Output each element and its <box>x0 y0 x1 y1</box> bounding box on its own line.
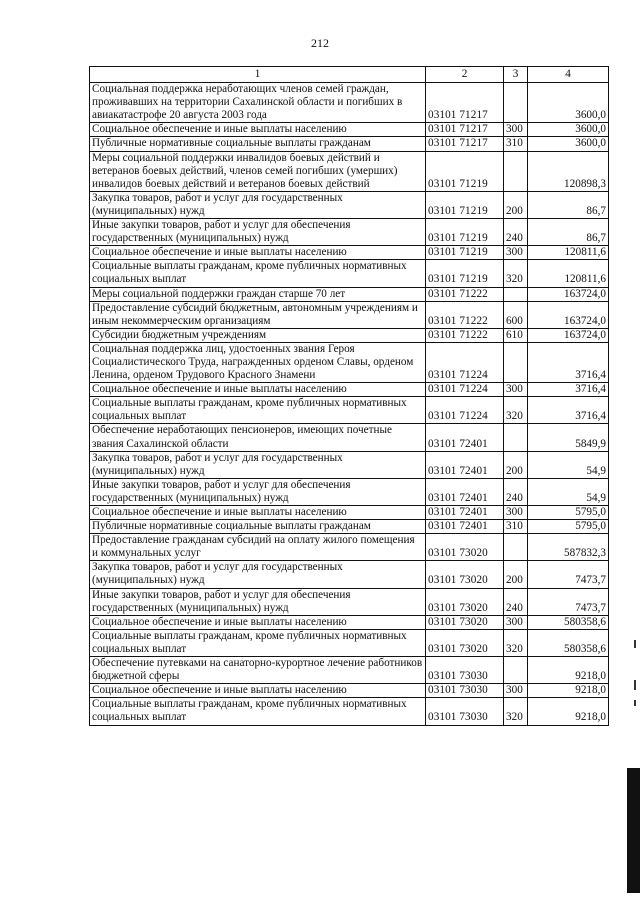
cell-type: 300 <box>504 684 528 698</box>
cell-code: 03101 71219 <box>426 246 504 260</box>
cell-name: Социальное обеспечение и иные выплаты населению <box>90 383 426 397</box>
cell-code: 03101 72401 <box>426 478 504 505</box>
cell-name: Обеспечение путевками на санаторно-курортное лечение работников бюджетной сферы <box>90 657 426 684</box>
cell-name: Субсидии бюджетным учреждениям <box>90 328 426 342</box>
table-row <box>90 520 609 534</box>
table-row <box>90 342 609 382</box>
cell-type: 600 <box>504 301 528 328</box>
cell-type: 320 <box>504 629 528 656</box>
cell-sum: 9218,0 <box>528 657 609 684</box>
cell-type <box>504 287 528 301</box>
table-row <box>90 451 609 478</box>
cell-type: 320 <box>504 698 528 725</box>
table-row <box>90 191 609 218</box>
cell-code: 03101 71224 <box>426 397 504 424</box>
cell-sum: 3600,0 <box>528 137 609 151</box>
cell-type: 240 <box>504 219 528 246</box>
table-row <box>90 219 609 246</box>
cell-name: Иные закупки товаров, работ и услуг для обеспечения государственных (муниципальных) нужд <box>90 219 426 246</box>
page-number: 212 <box>311 36 329 50</box>
cell-sum: 7473,7 <box>528 588 609 615</box>
cell-code: 03101 73030 <box>426 657 504 684</box>
table-row <box>90 151 609 191</box>
cell-sum: 9218,0 <box>528 698 609 725</box>
cell-type <box>504 342 528 382</box>
cell-name: Меры социальной поддержки инвалидов боевых действий и ветеранов боевых действий, членов семей погибших (умерших) инвалидов боевых действий и ветеранов боевых действий <box>90 151 426 191</box>
table-row <box>90 588 609 615</box>
cell-name: Социальное обеспечение и иные выплаты населению <box>90 123 426 137</box>
cell-type: 310 <box>504 520 528 534</box>
scan-edge-tick <box>634 680 636 690</box>
cell-sum: 587832,3 <box>528 534 609 561</box>
cell-type: 300 <box>504 383 528 397</box>
header-cell-sum: 4 <box>528 67 609 83</box>
cell-name: Иные закупки товаров, работ и услуг для обеспечения государственных (муниципальных) нужд <box>90 588 426 615</box>
cell-sum: 120811,6 <box>528 260 609 287</box>
budget-table <box>89 66 609 726</box>
cell-name: Иные закупки товаров, работ и услуг для обеспечения государственных (муниципальных) нужд <box>90 478 426 505</box>
cell-sum: 3600,0 <box>528 123 609 137</box>
cell-code: 03101 73020 <box>426 615 504 629</box>
header-row <box>90 67 609 83</box>
cell-name: Социальное обеспечение и иные выплаты населению <box>90 615 426 629</box>
table-row <box>90 561 609 588</box>
cell-sum: 163724,0 <box>528 301 609 328</box>
scan-edge-tick <box>634 640 636 648</box>
cell-type: 300 <box>504 123 528 137</box>
cell-code: 03101 71217 <box>426 137 504 151</box>
cell-type: 610 <box>504 328 528 342</box>
cell-code: 03101 72401 <box>426 506 504 520</box>
cell-code: 03101 73020 <box>426 588 504 615</box>
cell-name: Закупка товаров, работ и услуг для государственных (муниципальных) нужд <box>90 451 426 478</box>
table-row <box>90 83 609 123</box>
table-row <box>90 506 609 520</box>
cell-type: 240 <box>504 588 528 615</box>
cell-sum: 5795,0 <box>528 520 609 534</box>
cell-code: 03101 71222 <box>426 287 504 301</box>
cell-code: 03101 71219 <box>426 191 504 218</box>
table-row <box>90 629 609 656</box>
cell-type: 310 <box>504 137 528 151</box>
table-row <box>90 260 609 287</box>
cell-sum: 3716,4 <box>528 397 609 424</box>
cell-type <box>504 657 528 684</box>
cell-type: 240 <box>504 478 528 505</box>
scan-edge-mark <box>627 768 640 893</box>
cell-sum: 580358,6 <box>528 615 609 629</box>
cell-code: 03101 73020 <box>426 534 504 561</box>
cell-name: Социальная поддержка лиц, удостоенных звания Героя Социалистического Труда, награжденных орденом Славы, орденом Ленина, орденом Трудового Красного Знамени <box>90 342 426 382</box>
cell-sum: 3716,4 <box>528 342 609 382</box>
cell-code: 03101 71222 <box>426 301 504 328</box>
cell-code: 03101 71224 <box>426 342 504 382</box>
cell-code: 03101 71224 <box>426 383 504 397</box>
cell-name: Социальное обеспечение и иные выплаты населению <box>90 246 426 260</box>
cell-name: Социальная поддержка неработающих членов семей граждан, проживавших на территории Сахалинской области и погибших в авиакатастрофе 20 августа 2003 года <box>90 83 426 123</box>
cell-sum: 163724,0 <box>528 328 609 342</box>
table-row <box>90 698 609 725</box>
cell-sum: 54,9 <box>528 451 609 478</box>
table-row <box>90 383 609 397</box>
cell-name: Публичные нормативные социальные выплаты гражданам <box>90 137 426 151</box>
cell-type <box>504 424 528 451</box>
cell-sum: 120811,6 <box>528 246 609 260</box>
cell-type <box>504 534 528 561</box>
table-row <box>90 301 609 328</box>
cell-sum: 7473,7 <box>528 561 609 588</box>
cell-type: 200 <box>504 191 528 218</box>
header-cell-code: 2 <box>426 67 504 83</box>
cell-code: 03101 72401 <box>426 451 504 478</box>
cell-code: 03101 71217 <box>426 123 504 137</box>
table-row <box>90 137 609 151</box>
header-cell-type: 3 <box>504 67 528 83</box>
cell-sum: 5795,0 <box>528 506 609 520</box>
cell-type: 300 <box>504 246 528 260</box>
cell-code: 03101 71219 <box>426 260 504 287</box>
cell-type: 320 <box>504 260 528 287</box>
cell-name: Обеспечение неработающих пенсионеров, имеющих почетные звания Сахалинской области <box>90 424 426 451</box>
cell-code: 03101 71219 <box>426 151 504 191</box>
cell-code: 03101 73020 <box>426 629 504 656</box>
cell-sum: 5849,9 <box>528 424 609 451</box>
cell-sum: 9218,0 <box>528 684 609 698</box>
table-row <box>90 684 609 698</box>
cell-name: Публичные нормативные социальные выплаты гражданам <box>90 520 426 534</box>
cell-code: 03101 71217 <box>426 83 504 123</box>
cell-sum: 3716,4 <box>528 383 609 397</box>
cell-type: 200 <box>504 451 528 478</box>
cell-name: Закупка товаров, работ и услуг для государственных (муниципальных) нужд <box>90 191 426 218</box>
cell-name: Меры социальной поддержки граждан старше 70 лет <box>90 287 426 301</box>
table-row <box>90 534 609 561</box>
table-row <box>90 397 609 424</box>
cell-code: 03101 71219 <box>426 219 504 246</box>
table-row <box>90 287 609 301</box>
cell-type: 200 <box>504 561 528 588</box>
table-row <box>90 424 609 451</box>
cell-name: Предоставление гражданам субсидий на оплату жилого помещения и коммунальных услуг <box>90 534 426 561</box>
cell-name: Закупка товаров, работ и услуг для государственных (муниципальных) нужд <box>90 561 426 588</box>
cell-name: Социальное обеспечение и иные выплаты населению <box>90 684 426 698</box>
cell-sum: 54,9 <box>528 478 609 505</box>
table-row <box>90 246 609 260</box>
cell-type: 320 <box>504 397 528 424</box>
cell-name: Социальные выплаты гражданам, кроме публичных нормативных социальных выплат <box>90 629 426 656</box>
table-row <box>90 123 609 137</box>
cell-code: 03101 72401 <box>426 424 504 451</box>
cell-sum: 580358,6 <box>528 629 609 656</box>
cell-sum: 163724,0 <box>528 287 609 301</box>
cell-code: 03101 73030 <box>426 698 504 725</box>
scan-edge-tick <box>634 700 636 706</box>
cell-code: 03101 72401 <box>426 520 504 534</box>
cell-name: Социальное обеспечение и иные выплаты населению <box>90 506 426 520</box>
table-row <box>90 615 609 629</box>
header-cell-name: 1 <box>90 67 426 83</box>
cell-sum: 3600,0 <box>528 83 609 123</box>
cell-name: Социальные выплаты гражданам, кроме публичных нормативных социальных выплат <box>90 397 426 424</box>
cell-type: 300 <box>504 506 528 520</box>
table-row <box>90 478 609 505</box>
cell-sum: 120898,3 <box>528 151 609 191</box>
cell-code: 03101 73020 <box>426 561 504 588</box>
cell-code: 03101 71222 <box>426 328 504 342</box>
cell-sum: 86,7 <box>528 191 609 218</box>
cell-sum: 86,7 <box>528 219 609 246</box>
table-row <box>90 657 609 684</box>
cell-name: Социальные выплаты гражданам, кроме публичных нормативных социальных выплат <box>90 260 426 287</box>
cell-type: 300 <box>504 615 528 629</box>
cell-code: 03101 73030 <box>426 684 504 698</box>
table-row <box>90 328 609 342</box>
cell-name: Предоставление субсидий бюджетным, автономным учреждениям и иным некоммерческим организациям <box>90 301 426 328</box>
cell-type <box>504 83 528 123</box>
cell-name: Социальные выплаты гражданам, кроме публичных нормативных социальных выплат <box>90 698 426 725</box>
cell-type <box>504 151 528 191</box>
